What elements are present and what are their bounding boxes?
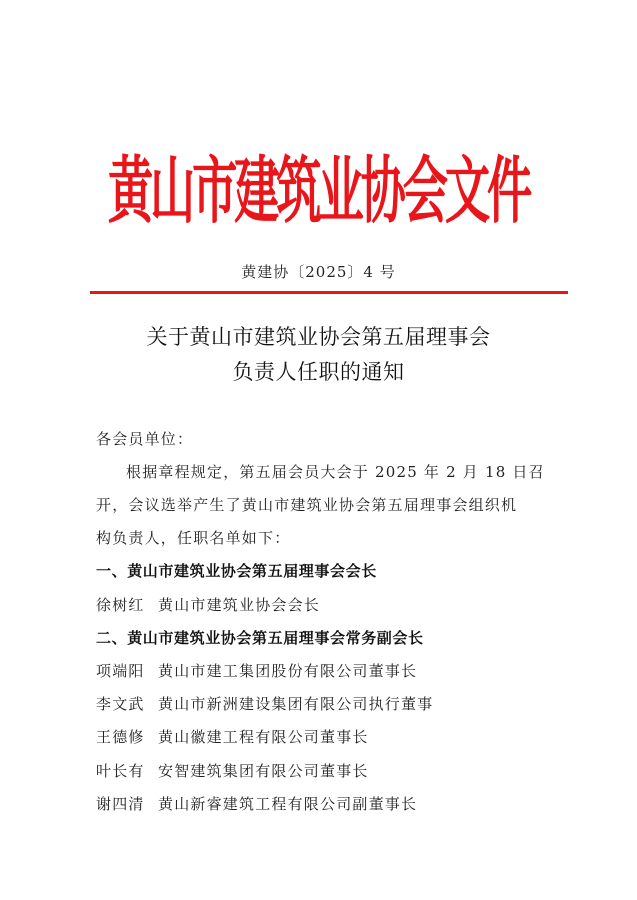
member-name: 徐树红 (96, 596, 145, 614)
body-line-3: 构负责人，任职名单如下： (96, 529, 291, 547)
notice-title-line-2: 负责人任职的通知 (232, 360, 405, 384)
member-position: 黄山市建筑业协会会长 (158, 596, 321, 614)
member-name: 叶长有 (96, 762, 145, 780)
member-position: 黄山徽建工程有限公司董事长 (158, 728, 369, 746)
member-row (96, 660, 417, 681)
red-divider-line (90, 291, 568, 294)
member-position: 黄山市建工集团股份有限公司董事长 (158, 662, 418, 680)
member-position: 黄山新睿建筑工程有限公司副董事长 (158, 795, 418, 813)
document-number: 黄建协〔2025〕4 号 (241, 263, 396, 281)
member-row (96, 693, 433, 714)
member-name: 李文武 (96, 695, 145, 713)
notice-title-line-1: 关于黄山市建筑业协会第五届理事会 (146, 325, 491, 349)
member-position: 黄山市新洲建设集团有限公司执行董事 (158, 695, 434, 713)
member-row (96, 793, 417, 814)
salutation: 各会员单位： (96, 430, 194, 448)
member-name: 谢四清 (96, 795, 145, 813)
member-row (96, 726, 369, 747)
body-line-1: 根据章程规定，第五届会员大会于 2025 年 2 月 18 日召 (126, 463, 545, 481)
member-row (96, 594, 320, 615)
section-heading-vice-president: 二、黄山市建筑业协会第五届理事会常务副会长 (96, 629, 424, 647)
letterhead-title: 黄山市建筑业协会文件 (107, 148, 530, 234)
member-position: 安智建筑集团有限公司董事长 (158, 762, 369, 780)
section-heading-president: 一、黄山市建筑业协会第五届理事会会长 (96, 562, 377, 580)
member-name: 项端阳 (96, 662, 145, 680)
member-row (96, 760, 369, 781)
body-line-2: 开，会议选举产生了黄山市建筑业协会第五届理事会组织机 (96, 496, 518, 514)
member-name: 王德修 (96, 728, 145, 746)
